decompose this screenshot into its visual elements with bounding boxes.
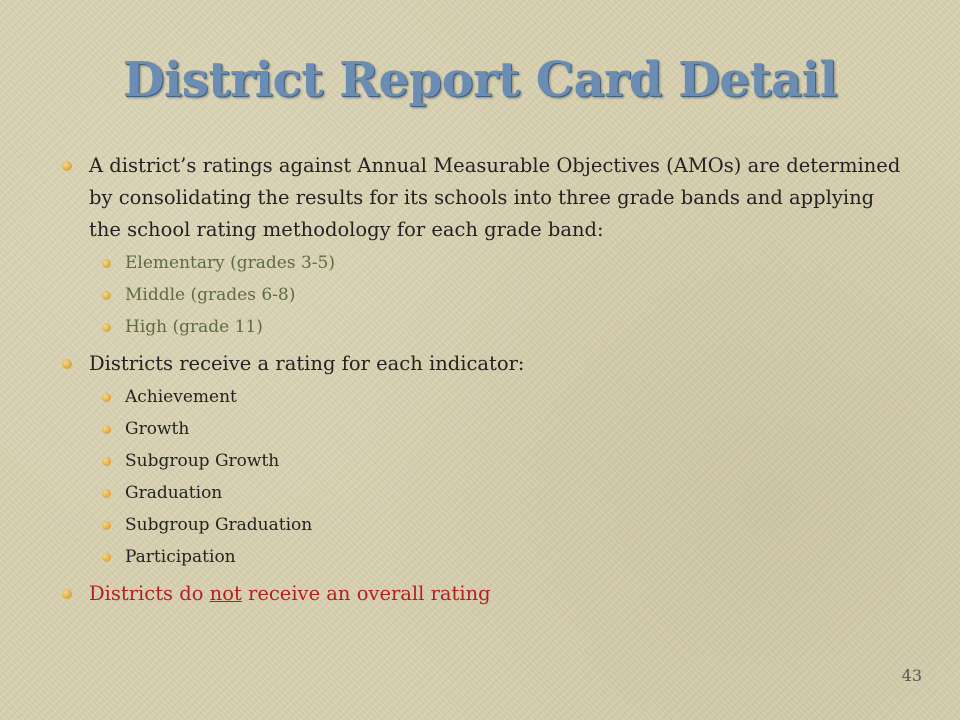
bullet-text-before: Districts do (89, 582, 210, 605)
grade-band-list (97, 252, 910, 338)
sub-bullet-dot-icon (102, 425, 111, 434)
emphasis-not: not (209, 582, 242, 605)
sub-bullet-text: Elementary (grades 3-5) (125, 253, 335, 273)
indicator-list (97, 386, 910, 568)
sub-bullet-dot-icon (102, 521, 111, 530)
bullet-no-overall-rating (60, 578, 910, 610)
sub-bullet-text: High (grade 11) (125, 317, 263, 337)
sub-bullet-text: Participation (125, 547, 236, 567)
sub-bullet-participation (97, 546, 910, 568)
sub-bullet-growth (97, 418, 910, 440)
bullet-indicator-ratings (60, 348, 910, 568)
bullet-text: A district’s ratings against Annual Measurable Objectives (AMOs) are determined by consolidating the results for its schools into three grade bands and applying the school rating methodology for each grade band: (89, 154, 901, 241)
bullet-dot-icon (62, 359, 72, 369)
sub-bullet-text: Achievement (125, 387, 237, 407)
page-number: 43 (901, 666, 922, 685)
sub-bullet-dot-icon (102, 457, 111, 466)
bullet-amo-ratings (60, 150, 910, 338)
sub-bullet-dot-icon (102, 291, 111, 300)
sub-bullet-dot-icon (102, 553, 111, 562)
sub-bullet-text: Graduation (125, 483, 223, 503)
bullet-text-after: receive an overall rating (241, 582, 491, 605)
bullet-list (60, 150, 910, 619)
bullet-dot-icon (62, 161, 72, 171)
sub-bullet-text: Subgroup Graduation (125, 515, 313, 535)
sub-bullet-high (97, 316, 910, 338)
sub-bullet-text: Growth (125, 419, 190, 439)
sub-bullet-text: Subgroup Growth (125, 451, 280, 471)
sub-bullet-achievement (97, 386, 910, 408)
sub-bullet-dot-icon (102, 259, 111, 268)
sub-bullet-elementary (97, 252, 910, 274)
bullet-text: Districts receive a rating for each indicator: (89, 352, 525, 375)
sub-bullet-graduation (97, 482, 910, 504)
sub-bullet-middle (97, 284, 910, 306)
bullet-dot-icon (62, 589, 72, 599)
sub-bullet-dot-icon (102, 323, 111, 332)
slide-title: District Report Card Detail (122, 52, 838, 108)
sub-bullet-dot-icon (102, 393, 111, 402)
sub-bullet-dot-icon (102, 489, 111, 498)
sub-bullet-subgroup-growth (97, 450, 910, 472)
sub-bullet-text: Middle (grades 6-8) (125, 285, 296, 305)
sub-bullet-subgroup-graduation (97, 514, 910, 536)
